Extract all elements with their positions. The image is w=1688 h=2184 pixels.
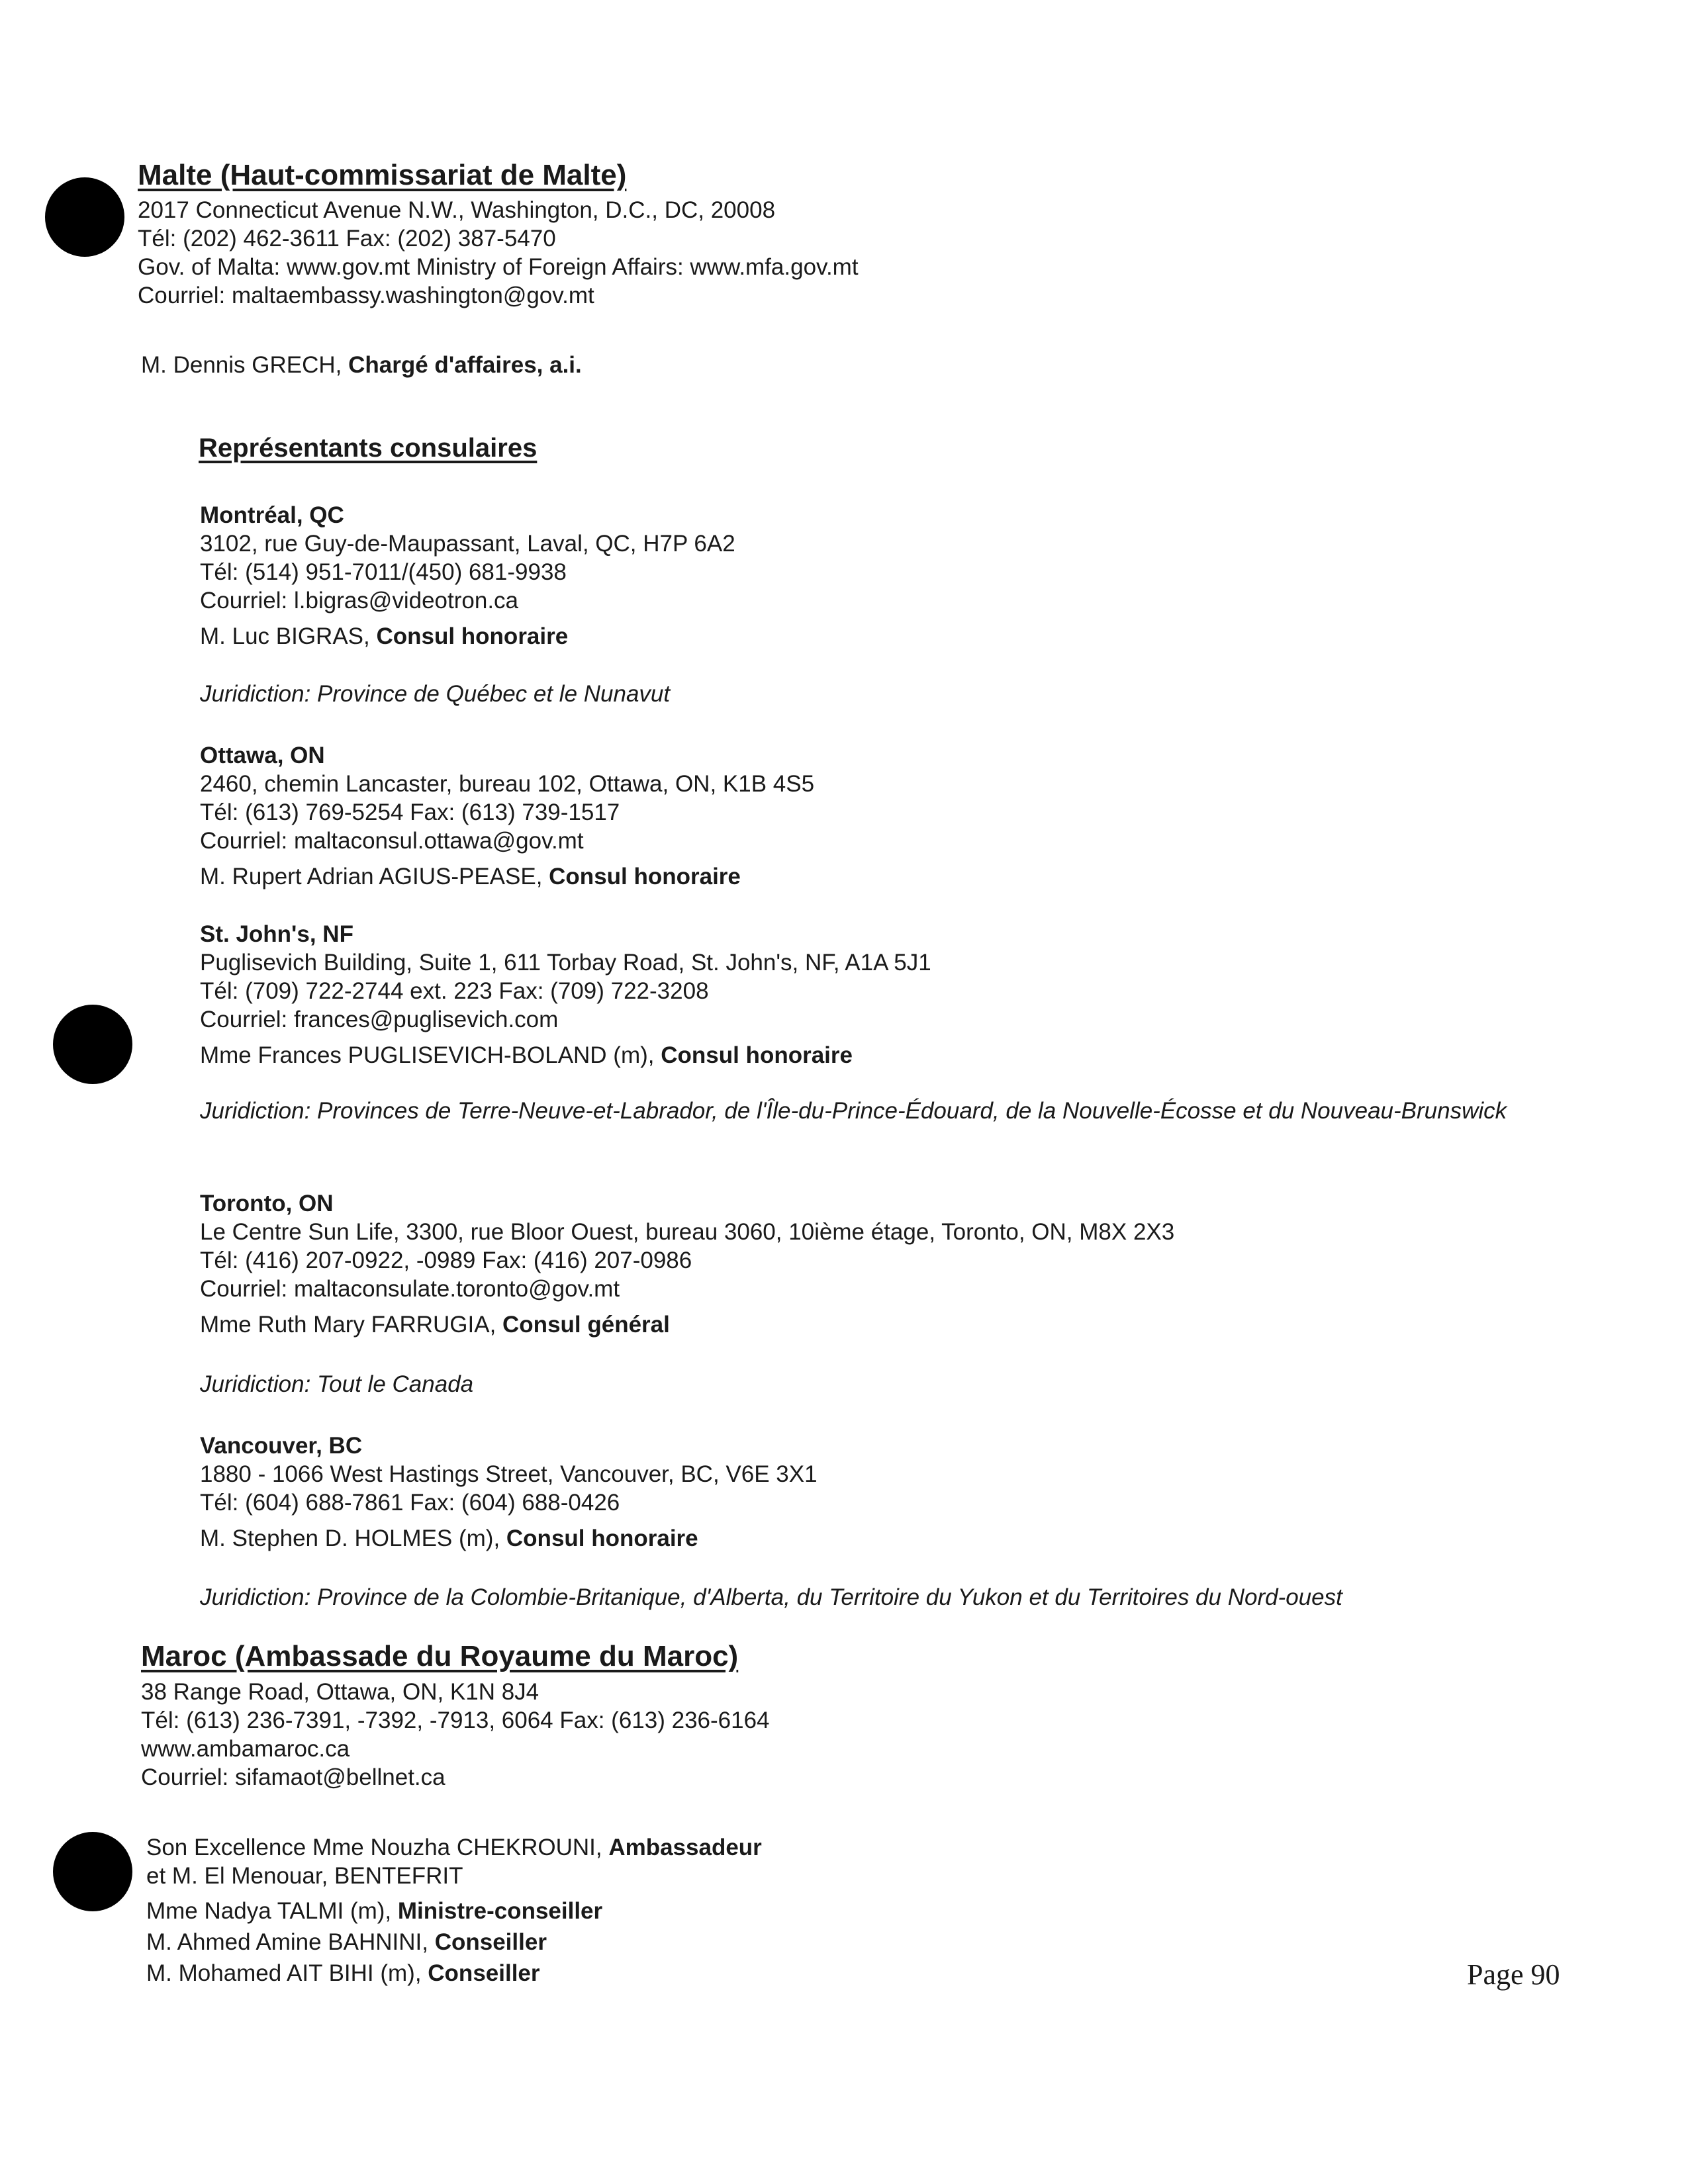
punch-hole-middle	[53, 1005, 132, 1084]
consulate-email: Courriel: l.bigras@videotron.ca	[200, 588, 519, 614]
consulate-phone: Tél: (709) 722-2744 ext. 223 Fax: (709) 722-3208	[200, 978, 709, 1004]
consular-heading: Représentants consulaires	[199, 433, 538, 463]
consulate-phone: Tél: (613) 769-5254 Fax: (613) 739-1517	[200, 799, 620, 825]
person-name: M. Mohamed AIT BIHI (m),	[146, 1960, 428, 1986]
consulate-address: 2460, chemin Lancaster, bureau 102, Ottawa, ON, K1B 4S5	[200, 771, 815, 797]
consulate-city: Montréal, QC	[200, 502, 344, 528]
person-title: Consul honoraire	[376, 623, 569, 649]
morocco-staff-member	[146, 1959, 540, 1987]
person-name: M. Stephen D. HOLMES (m),	[200, 1525, 506, 1551]
consulate-city: St. John's, NF	[200, 921, 353, 947]
person-title: Chargé d'affaires, a.i.	[348, 352, 582, 378]
person-name: M. Rupert Adrian AGIUS-PEASE,	[200, 864, 549, 889]
consulate-city: Toronto, ON	[200, 1191, 334, 1216]
consulate-address: 3102, rue Guy-de-Maupassant, Laval, QC, H7P 6A2	[200, 531, 735, 557]
malta-web-line: Gov. of Malta: www.gov.mt Ministry of Foreign Affairs: www.mfa.gov.mt	[138, 254, 859, 280]
consulate-jurisdiction: Juridiction: Tout le Canada	[200, 1371, 474, 1397]
person-title: Consul honoraire	[549, 864, 741, 889]
person-title: Ministre-conseiller	[397, 1898, 603, 1924]
person-name: Mme Nadya TALMI (m),	[146, 1898, 398, 1924]
consulate-email: Courriel: maltaconsulate.toronto@gov.mt	[200, 1276, 620, 1302]
person-name: M. Dennis GRECH,	[141, 352, 349, 378]
person-name: et M. El Menouar, BENTEFRIT	[146, 1863, 463, 1889]
person-name: Son Excellence Mme Nouzha CHEKROUNI,	[146, 1835, 609, 1860]
person-title: Consul honoraire	[661, 1042, 853, 1068]
consulate-phone: Tél: (416) 207-0922, -0989 Fax: (416) 207-0986	[200, 1248, 692, 1273]
punch-hole-top	[45, 177, 124, 257]
punch-hole-bottom	[53, 1832, 132, 1911]
consulate-email: Courriel: frances@puglisevich.com	[200, 1007, 559, 1032]
consulate-phone: Tél: (604) 688-7861 Fax: (604) 688-0426	[200, 1490, 620, 1516]
person-name: Mme Frances PUGLISEVICH-BOLAND (m),	[200, 1042, 661, 1068]
consulate-city: Ottawa, ON	[200, 743, 325, 768]
person-title: Consul général	[502, 1312, 670, 1338]
malta-heading: Malte (Haut-commissariat de Malte)	[138, 159, 627, 191]
consulate-person	[200, 862, 741, 891]
consulate-phone: Tél: (514) 951-7011/(450) 681-9938	[200, 559, 567, 585]
person-title: Conseiller	[434, 1929, 547, 1955]
consulate-city: Vancouver, BC	[200, 1433, 363, 1459]
consulate-person	[200, 1041, 853, 1069]
person-title: Consul honoraire	[506, 1525, 698, 1551]
consulate-person	[200, 622, 568, 651]
morocco-staff-member	[146, 1833, 762, 1862]
person-name: M. Luc BIGRAS,	[200, 623, 377, 649]
morocco-email-line: Courriel: sifamaot@bellnet.ca	[141, 1764, 445, 1790]
malta-phone-line: Tél: (202) 462-3611 Fax: (202) 387-5470	[138, 226, 556, 251]
morocco-staff-member	[146, 1897, 602, 1925]
person-name: M. Ahmed Amine BAHNINI,	[146, 1929, 435, 1955]
person-title: Conseiller	[428, 1960, 540, 1986]
malta-email-line: Courriel: maltaembassy.washington@gov.mt	[138, 283, 594, 308]
morocco-address-line: 38 Range Road, Ottawa, ON, K1N 8J4	[141, 1679, 539, 1705]
morocco-staff-member	[146, 1862, 463, 1890]
consulate-email: Courriel: maltaconsul.ottawa@gov.mt	[200, 828, 584, 854]
person-title: Ambassadeur	[608, 1835, 762, 1860]
consulate-jurisdiction: Juridiction: Province de Québec et le Nunavut	[200, 681, 671, 707]
consulate-person	[200, 1310, 670, 1339]
page-number: Page 90	[1467, 1958, 1560, 1991]
person-name: Mme Ruth Mary FARRUGIA,	[200, 1312, 503, 1338]
malta-head-person	[141, 351, 582, 379]
morocco-heading: Maroc (Ambassade du Royaume du Maroc)	[141, 1640, 739, 1672]
consulate-address: Puglisevich Building, Suite 1, 611 Torbay Road, St. John's, NF, A1A 5J1	[200, 950, 931, 976]
malta-address-line: 2017 Connecticut Avenue N.W., Washington, D.C., DC, 20008	[138, 197, 776, 223]
morocco-staff-member	[146, 1928, 547, 1956]
consulate-person	[200, 1524, 698, 1553]
morocco-phone-line: Tél: (613) 236-7391, -7392, -7913, 6064 Fax: (613) 236-6164	[141, 1707, 770, 1733]
consulate-jurisdiction: Juridiction: Province de la Colombie-Britanique, d'Alberta, du Territoire du Yukon et du Territoires du Nord-ouest	[200, 1584, 1342, 1610]
consulate-jurisdiction: Juridiction: Provinces de Terre-Neuve-et-Labrador, de l'Île-du-Prince-Édouard, de la Nouvelle-Écosse et du Nouveau-Brunswick	[200, 1098, 1507, 1124]
morocco-web-line: www.ambamaroc.ca	[141, 1736, 350, 1762]
consulate-address: Le Centre Sun Life, 3300, rue Bloor Ouest, bureau 3060, 10ième étage, Toronto, ON, M8X 2X3	[200, 1219, 1175, 1245]
consulate-address: 1880 - 1066 West Hastings Street, Vancouver, BC, V6E 3X1	[200, 1461, 818, 1487]
